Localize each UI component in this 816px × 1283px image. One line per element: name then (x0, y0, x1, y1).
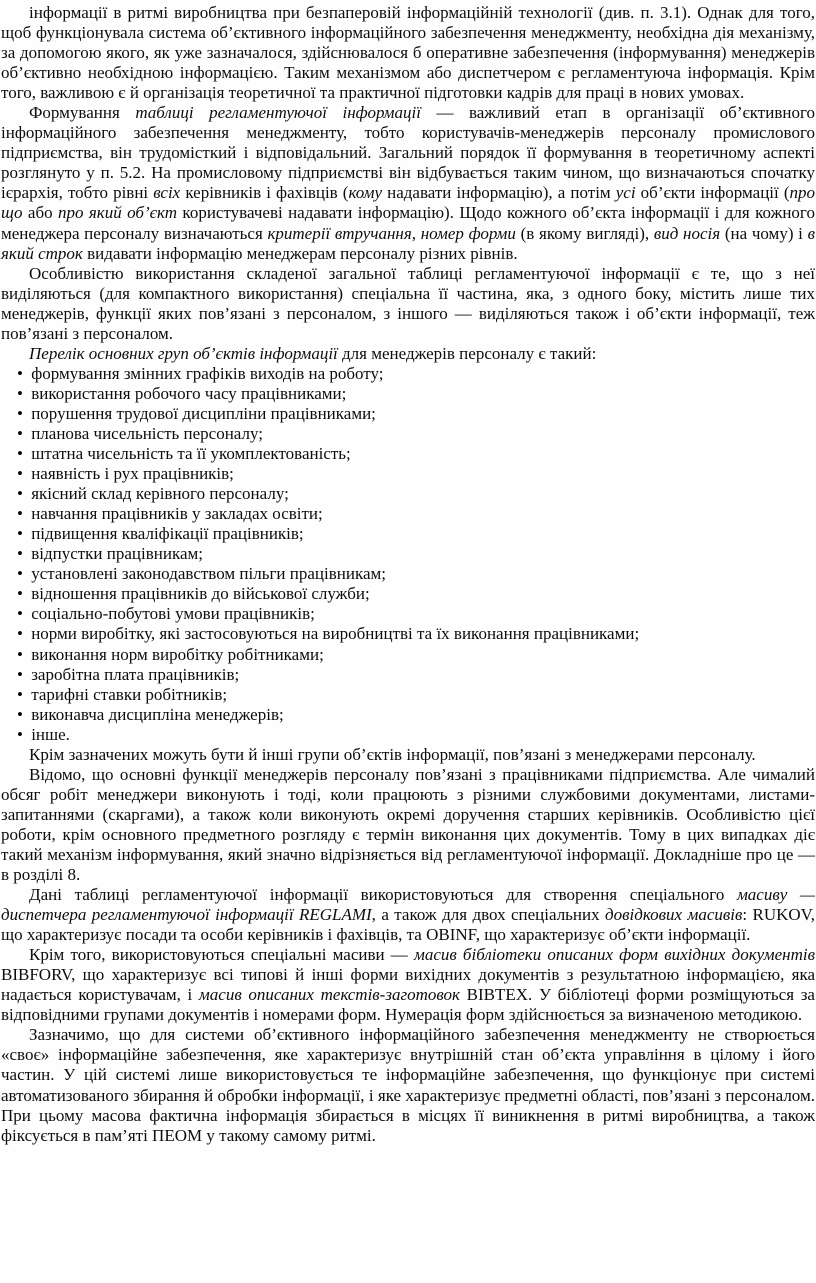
list-item (1, 524, 815, 544)
text-run: (в якому вигляді), (515, 223, 654, 243)
paragraph (1, 103, 815, 263)
text-run: або (22, 203, 59, 223)
bullet-icon: • (17, 564, 32, 584)
text-run: , (411, 223, 421, 243)
text-run: Дані таблиці регламентуючої інформації використовуються для створення спеціального (29, 885, 737, 905)
list-item (1, 705, 815, 725)
text-run: BIBTEX. У бібліотеці форми розміщуються за відповідними групами документів і номерами форм. Нумерація форм здійснюється за визначеною методикою. (1, 985, 815, 1025)
text-run: відпустки працівникам; (31, 544, 203, 564)
text-run: надавати інформацію), а потім (382, 183, 616, 203)
text-run: виконання норм виробітку робітниками; (31, 644, 324, 664)
text-run-italic: критерії втручання (267, 223, 412, 243)
text-run: установлені законодавством пільги працівникам; (31, 564, 386, 584)
text-run: використання робочого часу працівниками; (31, 383, 347, 403)
text-run-italic: всіх (153, 183, 181, 203)
list-item (1, 584, 815, 604)
bullet-icon: • (17, 704, 32, 724)
text-column (1, 3, 815, 1146)
text-run-italic: вид носія (653, 223, 721, 243)
text-run: Формування (29, 103, 136, 123)
list-item (1, 604, 815, 624)
text-run-italic: усі (615, 183, 636, 203)
paragraph (1, 745, 815, 765)
bullet-icon: • (17, 624, 32, 644)
list-item (1, 484, 815, 504)
list-item (1, 665, 815, 685)
bullet-icon: • (17, 544, 32, 564)
text-run: виконавча дисципліна менеджерів; (31, 704, 284, 724)
list-item (1, 685, 815, 705)
list-item (1, 404, 815, 424)
text-run: штатна чисельність та її укомплектованість; (31, 444, 351, 464)
text-run: Зазначимо, що для системи об’єктивного інформаційного забезпечення менеджменту не створюється «своє» інформаційне забезпечення, яке характеризує внутрішній стан об’єкта управління в цілому і його частин. У цій системі лише використовується те інформаційне забезпечення, що функціонує при системі автоматизованого збирання й обробки інформації, і яке характеризує предметні області, пов’язані з персоналом. При цьому масова фактична інформація збирається в місцях її виникнення в ритмі виробництва, а також фіксується в пам’яті ПЕОМ у такому самому ритмі. (1, 1025, 815, 1145)
text-run-italic: Перелік основних груп об’єктів інформації (29, 343, 338, 363)
text-run: якісний склад керівного персоналу; (31, 484, 289, 504)
bullet-icon: • (17, 423, 32, 443)
paragraph (1, 945, 815, 1025)
text-run: наявність і рух працівників; (31, 464, 234, 484)
bullet-icon: • (17, 664, 32, 684)
text-run: відношення працівників до військової служби; (31, 584, 370, 604)
text-run: інше. (31, 724, 70, 744)
text-run: — важливий етап в організації об’єктивного інформаційного забезпечення менеджменту, тобто користувачів-менеджерів персоналу промислового підприємства, він трудомісткий і відповідальний. Загальний порядок її формування в теоретичному аспекті розглянуто у п. 5.2. На промисловому підприємстві він відбувається таким чином, що визначаються спочатку ієрархія, тобто рівні (1, 103, 816, 203)
list-item (1, 424, 815, 444)
list-item (1, 544, 815, 564)
text-run-italic: масив описаних текстів-заготовок (198, 985, 460, 1005)
text-run: видавати інформацію менеджерам персоналу різних рівнів. (82, 243, 518, 263)
text-run: навчання працівників у закладах освіти; (31, 504, 323, 524)
bullet-icon: • (17, 604, 32, 624)
list-item (1, 364, 815, 384)
text-run: об’єкти інформації ( (635, 183, 790, 203)
paragraph (1, 3, 815, 103)
text-run-italic: номер форми (420, 223, 516, 243)
bullet-icon: • (17, 403, 32, 423)
bullet-icon: • (17, 484, 32, 504)
paragraph (1, 344, 815, 364)
bullet-icon: • (17, 444, 32, 464)
text-run-italic: про який об’єкт (58, 203, 178, 223)
paragraph (1, 264, 815, 344)
list-item (1, 645, 815, 665)
bullet-icon: • (17, 724, 32, 744)
paragraph (1, 1025, 815, 1145)
paragraph (1, 885, 815, 945)
text-run: планова чисельність персоналу; (31, 423, 263, 443)
text-run-italic: таблиці регламентуючої інформації (135, 103, 421, 123)
list-item (1, 464, 815, 484)
list-item (1, 444, 815, 464)
text-run-italic: довідкових масивів (605, 905, 743, 925)
bullet-icon: • (17, 363, 32, 383)
bullet-icon: • (17, 524, 32, 544)
text-run-italic: кому (348, 183, 383, 203)
text-run: Крім того, використовуються спеціальні масиви — (29, 945, 414, 965)
text-run: (на чому) і (720, 223, 808, 243)
paragraph (1, 765, 815, 885)
text-run: Особливістю використання складеної загальної таблиці регламентуючої інформації є те, що з неї виділяються (для компактного використання) спеціальна її частина, яка, з одного боку, містить лише тих менеджерів, функції яких пов’язані з персоналом, з іншого — виділяються також і об’єкти інформації, теж пов’язані з персоналом. (1, 263, 815, 343)
text-run-italic: про що (1, 183, 815, 223)
bullet-icon: • (17, 684, 32, 704)
list-item (1, 564, 815, 584)
bullet-icon: • (17, 504, 32, 524)
text-run: Крім зазначених можуть бути й інші групи об’єктів інформації, пов’язані з менеджерами персоналу. (29, 744, 756, 764)
bullet-icon: • (17, 584, 32, 604)
text-run: Відомо, що основні функції менеджерів персоналу пов’язані з працівниками підприємства. Але чималий обсяг робіт менеджери виконують і тоді, коли працюють з різними службовими документами, листами-запитаннями (скаргами), а також коли виконують окремі доручення старших керівників. Особливістю цієї роботи, крім основного предметного розгляду є термін виконання цих документів. Тому в цих випадках діє такий механізм інформування, який значно відрізняється від регламентуючої інформації. Докладніше про це — в розділі 8. (1, 764, 815, 885)
bullet-icon: • (17, 464, 32, 484)
text-run: заробітна плата працівників; (31, 664, 240, 684)
text-run-italic: масив бібліотеки описаних форм вихідних документів (413, 945, 815, 965)
bullet-icon: • (17, 644, 32, 664)
list-item (1, 624, 815, 644)
bullet-icon: • (17, 383, 32, 403)
text-run-italic: масиву — диспетчера регламентуючої інформації REGLAMI (1, 885, 815, 925)
text-run: BIBFORV, що характеризує всі типові й інші форми вихідних документів з результатною інформацією, яка надається користувачам, і (1, 965, 815, 1005)
text-run: соціально-побутові умови працівників; (31, 604, 315, 624)
list-item (1, 504, 815, 524)
text-run: порушення трудової дисципліни працівниками; (31, 403, 376, 423)
text-run: тарифні ставки робітників; (31, 684, 228, 704)
text-run: користувачеві надавати інформацію). Щодо кожного об’єкта інформації і для кожного менеджера персоналу визначаються (1, 203, 815, 243)
text-run: керівників і фахівців ( (180, 183, 349, 203)
text-run: , а також для двох спеціальних (371, 905, 606, 925)
text-run: інформації в ритмі виробництва при безпаперовій інформаційній технології (див. п. 3.1). Однак для того, щоб функціонувала система об’єктивного інформаційного забезпечення менеджменту, необхідна дія механізму, за допомогою якого, як уже зазначалося, здійснювалося б оперативне забезпечення (інформування) менеджерів об’єктивно необхідною інформацією. Таким механізмом або диспетчером є регламентуюча інформація. Крім того, важливою є й організація теоретичної та практичної підготовки кадрів для праці в нових умовах. (1, 3, 815, 103)
text-run: підвищення кваліфікації працівників; (31, 524, 304, 544)
text-run: : RUKOV, що характеризує посади та особи керівників і фахівців, та OBINF, що характеризує об’єкти інформації. (1, 905, 815, 945)
text-run-italic: в який строк (1, 223, 815, 263)
list-item (1, 384, 815, 404)
text-run: норми виробітку, які застосовуються на виробництві та їх виконання працівниками; (31, 624, 640, 644)
text-run: формування змінних графіків виходів на роботу; (31, 363, 384, 383)
list-item (1, 725, 815, 745)
text-run: для менеджерів персоналу є такий: (337, 343, 597, 363)
